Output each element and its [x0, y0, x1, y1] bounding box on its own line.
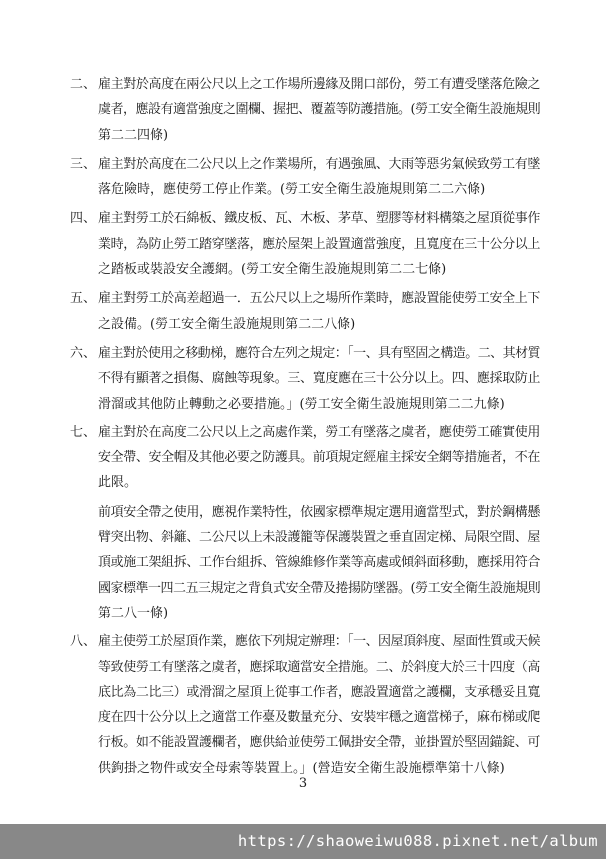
item-paragraph	[98, 500, 540, 626]
item-body	[98, 341, 540, 417]
text-line: 雇主對於在高度二公尺以上之高處作業，勞工有墜落之虞者，應使勞工確實使用	[98, 424, 541, 440]
regulation-item	[70, 420, 540, 626]
text-line: 底比為二比三）或滑溜之屋頂上從事工作者，應設置適當之護欄，支承穩妥且寬	[98, 684, 541, 700]
text-line: 此限。	[98, 475, 138, 491]
watermark-url: https://shaoweiwu088.pixnet.net/album	[0, 824, 606, 859]
item-body	[98, 206, 540, 282]
text-line: 雇主對於高度在兩公尺以上之工作場所邊緣及開口部份，勞工有遭受墜落危險之	[98, 77, 541, 92]
item-number: 二、	[70, 77, 97, 92]
text-line: 不得有顯著之損傷、腐蝕等現象。三、寬度應在三十公分以上。四、應採取防止	[98, 371, 541, 387]
item-body	[98, 152, 540, 203]
text-line: 之踏板或裝設安全護網。(勞工安全衛生設施規則第二二七條)	[98, 262, 447, 278]
item-number: 八、	[70, 634, 97, 650]
text-line: 虞者，應設有適當強度之圍欄、握把、覆蓋等防護措施。(勞工安全衛生設施規則	[98, 102, 541, 118]
text-line: 供鉤掛之物件或安全母索等裝置上。」(營造安全衛生設施標準第十八條)	[98, 760, 505, 776]
text-line: 雇主對於高度在二公尺以上之作業場所，有遇強風、大雨等惡劣氣候致勞工有墜	[98, 156, 541, 172]
item-body	[98, 420, 540, 626]
item-number: 三、	[70, 156, 97, 172]
item-paragraph	[98, 341, 540, 417]
text-line: 第二二四條)	[98, 127, 169, 143]
item-number: 四、	[70, 211, 97, 227]
text-line: 行板。如不能設置護欄者，應供給並使勞工佩掛安全帶，並掛置於堅固錨錠、可	[98, 735, 541, 751]
text-line: 雇主使勞工於屋頂作業，應依下列規定辦理：「一、因屋頂斜度、屋面性質或天候	[98, 634, 541, 650]
text-line: 雇主對於使用之移動梯，應符合左列之規定：「一、具有堅固之構造。二、其材質	[98, 345, 541, 361]
item-body	[98, 286, 540, 337]
regulation-item	[70, 341, 540, 417]
text-line: 第二八一條)	[98, 605, 169, 621]
text-line: 滑溜或其他防止轉動之必要措施。」(勞工安全衛生設施規則第二二九條)	[98, 396, 505, 412]
item-number: 五、	[70, 291, 97, 307]
text-line: 業時，為防止勞工踏穿墜落，應於屋架上設置適當強度，且寬度在三十公分以上	[98, 236, 541, 252]
item-number: 六、	[70, 345, 97, 361]
regulation-item	[70, 629, 540, 781]
text-line: 度在四十公分以上之適當工作臺及數量充分、安裝牢穩之適當梯子，麻布梯或爬	[98, 710, 541, 726]
regulation-item	[70, 152, 540, 203]
regulation-list	[70, 72, 540, 784]
text-line: 國家標準一四二五三規定之背負式安全帶及捲揚防墜器。(勞工安全衛生設施規則	[98, 580, 541, 596]
item-paragraph	[98, 152, 540, 203]
text-line: 前項安全帶之使用，應視作業特性，依國家標準規定選用適當型式，對於鋼構懸	[98, 504, 541, 520]
regulation-item	[70, 206, 540, 282]
page-number: 3	[298, 776, 308, 791]
item-paragraph	[98, 420, 540, 496]
text-line: 落危險時，應使勞工停止作業。(勞工安全衛生設施規則第二二六條)	[98, 182, 486, 198]
text-line: 安全帶、安全帽及其他必要之防護具。前項規定經雇主採安全網等措施者，不在	[98, 450, 541, 466]
item-body	[98, 629, 540, 781]
regulation-item	[70, 72, 540, 148]
text-line: 雇主對勞工於石綿板、鐵皮板、瓦、木板、茅草、塑膠等材料構築之屋頂從事作	[98, 211, 541, 227]
text-line: 臂突出物、斜籬、二公尺以上未設護籠等保護裝置之垂直固定梯、局限空間、屋	[98, 530, 541, 546]
item-paragraph	[98, 206, 540, 282]
text-line: 雇主對勞工於高差超過一．五公尺以上之場所作業時，應設置能使勞工安全上下	[98, 291, 541, 307]
text-line: 之設備。(勞工安全衛生設施規則第二二八條)	[98, 316, 356, 332]
item-paragraph	[98, 72, 540, 148]
item-number: 七、	[70, 424, 97, 440]
text-line: 等致使勞工有墜落之虞者，應採取適當安全措施。二、於斜度大於三十四度（高	[98, 659, 541, 675]
item-paragraph	[98, 286, 540, 337]
regulation-item	[70, 286, 540, 337]
text-line: 頂或施工架組拆、工作台組拆、管線維修作業等高處或傾斜面移動，應採用符合	[98, 555, 541, 571]
item-paragraph	[98, 629, 540, 781]
item-body	[98, 72, 540, 148]
